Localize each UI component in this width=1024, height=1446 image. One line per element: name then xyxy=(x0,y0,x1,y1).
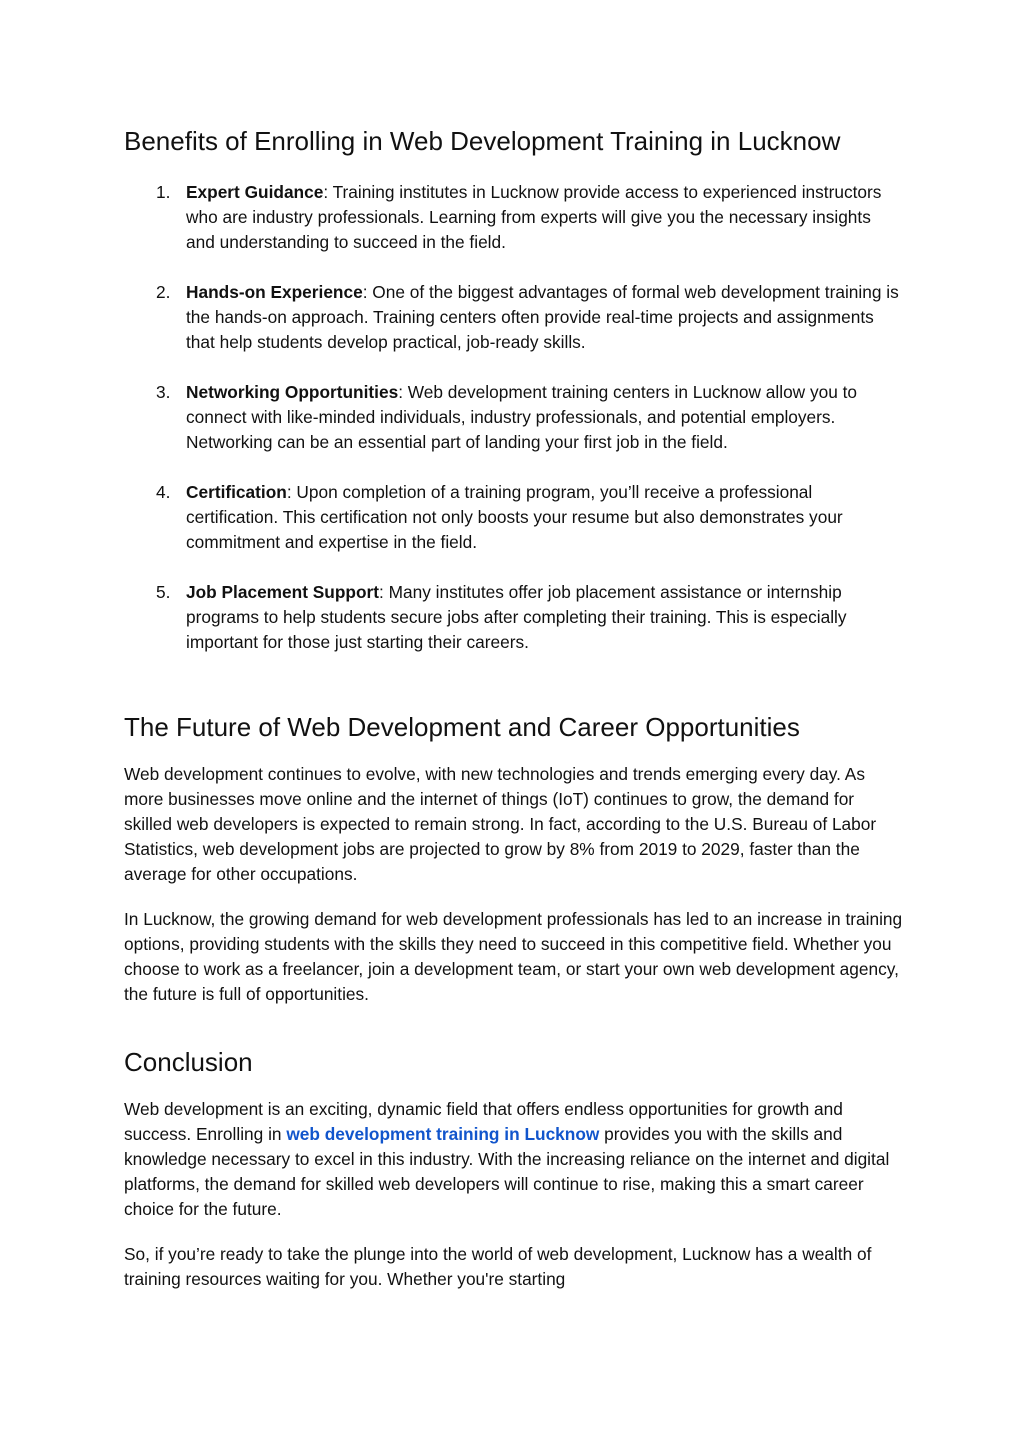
list-item-title: Expert Guidance xyxy=(186,182,324,202)
list-item xyxy=(124,480,904,555)
list-item-text: : Upon completion of a training program, you’ll receive a professional certification. This certification not only boosts your resume but also demonstrates your commitment and expertise in the field. xyxy=(186,482,843,552)
conclusion-text-before-link: Web development is an exciting, dynamic field that offers endless opportunities for growth and success. Enrolling in xyxy=(124,1099,843,1144)
list-item xyxy=(124,180,904,255)
list-item xyxy=(124,380,904,455)
conclusion-paragraph-1 xyxy=(124,1097,904,1222)
future-paragraph-1: Web development continues to evolve, with new technologies and trends emerging every day. As more businesses move online and the internet of things (IoT) continues to grow, the demand for skilled web developers is expected to remain strong. In fact, according to the U.S. Bureau of Labor Statistics, web development jobs are projected to grow by 8% from 2019 to 2029, faster than the average for other occupations. xyxy=(124,764,877,884)
conclusion-text-after-link: provides you with the skills and knowledge necessary to excel in this industry. With the increasing reliance on the internet and digital platforms, the demand for skilled web developers will continue to rise, making this a smart career choice for the future. xyxy=(124,1124,890,1219)
list-item-text: : One of the biggest advantages of formal web development training is the hands-on approach. Training centers often provide real-time projects and assignments that help students develop practical, job-ready skills. xyxy=(186,282,899,352)
list-item-number: 4. xyxy=(156,482,171,502)
list-item-number: 2. xyxy=(156,282,171,302)
list-item-text: : Many institutes offer job placement assistance or internship programs to help students secure jobs after completing their training. This is especially important for those just starting their careers. xyxy=(186,582,847,652)
future-paragraph-2: In Lucknow, the growing demand for web development professionals has led to an increase in training options, providing students with the skills they need to succeed in this competitive field. Whether you choose to work as a freelancer, join a development team, or start your own web development agency, the future is full of opportunities. xyxy=(124,909,903,1004)
list-item-number: 1. xyxy=(156,182,171,202)
list-item-text: : Training institutes in Lucknow provide access to experienced instructors who are industry professionals. Learning from experts will give you the necessary insights and understanding to succeed in the field. xyxy=(186,182,882,252)
benefits-list xyxy=(124,180,904,655)
list-item-title: Networking Opportunities xyxy=(186,382,399,402)
list-item-title: Hands-on Experience xyxy=(186,282,363,302)
list-item xyxy=(124,280,904,355)
benefits-heading: Benefits of Enrolling in Web Development Training in Lucknow xyxy=(124,126,841,156)
list-item-number: 5. xyxy=(156,582,171,602)
list-item-text: : Web development training centers in Lucknow allow you to connect with like-minded individuals, industry professionals, and potential employers. Networking can be an essential part of landing your first job in the field. xyxy=(186,382,858,452)
list-item-title: Certification xyxy=(186,482,287,502)
training-link[interactable]: web development training in Lucknow xyxy=(286,1124,600,1144)
list-item-title: Job Placement Support xyxy=(186,582,380,602)
document-body xyxy=(124,120,904,1292)
list-item-number: 3. xyxy=(156,382,171,402)
future-heading: The Future of Web Development and Career Opportunities xyxy=(124,712,800,742)
list-item xyxy=(124,580,904,655)
conclusion-heading: Conclusion xyxy=(124,1047,253,1077)
conclusion-paragraph-2: So, if you’re ready to take the plunge into the world of web development, Lucknow has a wealth of training resources waiting for you. Whether you're starting xyxy=(124,1244,872,1289)
